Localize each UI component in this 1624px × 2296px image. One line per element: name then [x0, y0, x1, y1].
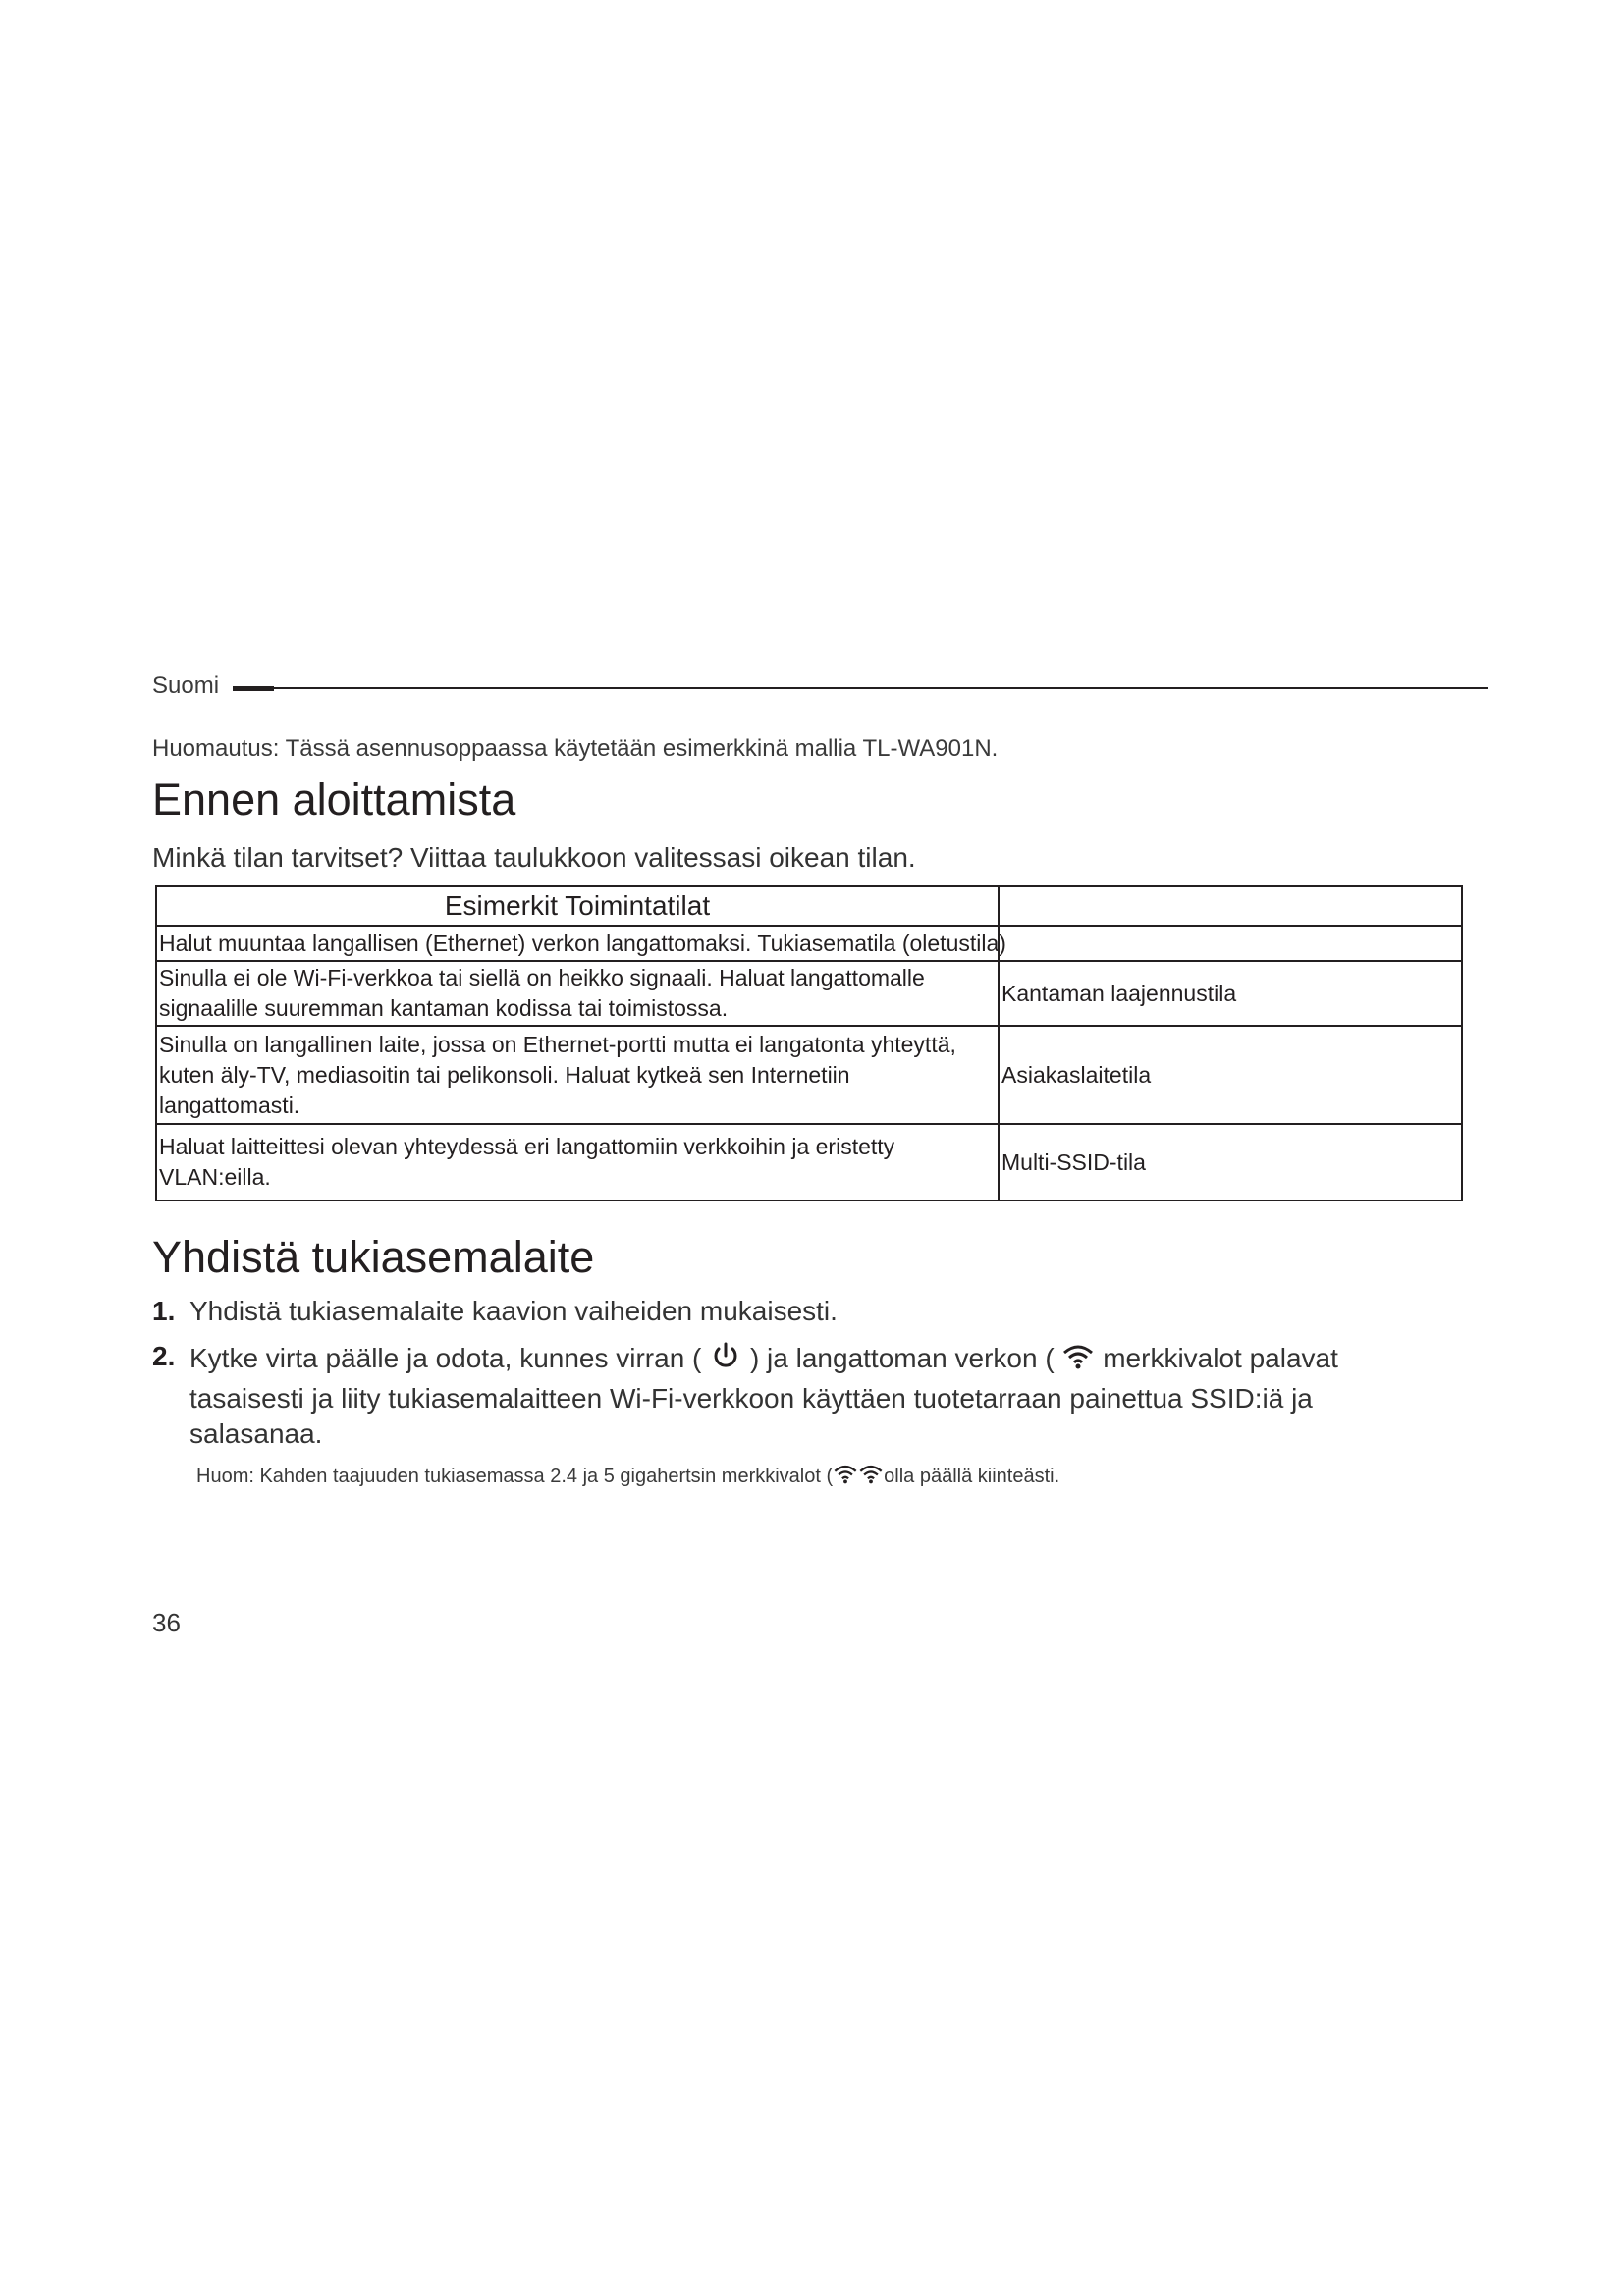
section-intro: Minkä tilan tarvitset? Viittaa taulukkoon valitessasi oikean tilan. — [152, 842, 916, 873]
table-cell-mode: Kantaman laajennustila — [999, 961, 1462, 1026]
section-title-connect: Yhdistä tukiasemalaite — [152, 1232, 595, 1282]
table-header-modes — [999, 886, 1462, 926]
steps-list — [152, 1294, 1448, 1462]
power-icon — [709, 1339, 742, 1381]
table-header-row — [156, 886, 1462, 926]
table-cell-example: Halut muuntaa langallisen (Ethernet) verkon langattomaksi. Tukiasematila (oletustila) — [156, 926, 999, 961]
step-number: 2. — [152, 1341, 176, 1371]
table-row — [156, 1124, 1462, 1201]
step-text-b: ) ja langattoman verkon ( — [749, 1342, 1055, 1373]
note-text-a: Huom: Kahden taajuuden tukiasemassa 2.4 ja 5 gigahertsin merkkivalot ( — [196, 1465, 834, 1487]
step-text-a: Kytke virta päälle ja odota, kunnes virran ( — [189, 1342, 702, 1373]
page-number: 36 — [152, 1608, 181, 1637]
section-title-before-start: Ennen aloittamista — [152, 774, 516, 825]
table-cell-mode: Multi-SSID-tila — [999, 1124, 1462, 1201]
table-row — [156, 926, 1462, 961]
header-bar — [233, 686, 274, 691]
table-cell-example: Sinulla ei ole Wi-Fi-verkkoa tai siellä on heikko signaali. Haluat langattomalle signaalille suuremman kantaman kodissa tai toimistossa. — [156, 961, 999, 1026]
model-note: Huomautus: Tässä asennusoppaassa käytetään esimerkkinä mallia TL-WA901N. — [152, 735, 999, 762]
section-header — [152, 673, 1488, 699]
wifi-icon — [833, 1463, 858, 1491]
table-header-examples: Esimerkit Toimintatilat — [156, 886, 999, 926]
table-cell-mode: Asiakaslaitetila — [999, 1026, 1462, 1124]
step-number: 1. — [152, 1296, 176, 1326]
note-text-b: olla päällä kiinteästi. — [884, 1465, 1060, 1487]
table-cell-mode — [999, 926, 1462, 961]
table-row — [156, 1026, 1462, 1124]
wifi-icon — [1061, 1342, 1095, 1378]
table-cell-example: Sinulla on langallinen laite, jossa on Ethernet-portti mutta ei langatonta yhteyttä, kuten äly-TV, mediasoitin tai pelikonsoli. Haluat kytkeä sen Internetiin langattomasti. — [156, 1026, 999, 1124]
step-text-c: merkkivalot palavat tasaisesti ja liity tukiasemalaitteen Wi-Fi-verkkoon käyttäen tuotetarraan painettua SSID:iä ja salasanaa. — [189, 1342, 1338, 1449]
header-rule — [274, 687, 1488, 689]
table-row — [156, 961, 1462, 1026]
step-item — [152, 1294, 1448, 1329]
dual-band-note — [196, 1463, 1059, 1491]
table-cell-example: Haluat laitteittesi olevan yhteydessä eri langattomiin verkkoihin ja eristetty VLAN:eilla. — [156, 1124, 999, 1201]
wifi-icon — [858, 1463, 884, 1491]
step-item — [152, 1339, 1448, 1452]
language-label: Suomi — [152, 672, 220, 699]
step-text: Yhdistä tukiasemalaite kaavion vaiheiden mukaisesti. — [189, 1296, 838, 1326]
modes-table — [155, 885, 1463, 1201]
